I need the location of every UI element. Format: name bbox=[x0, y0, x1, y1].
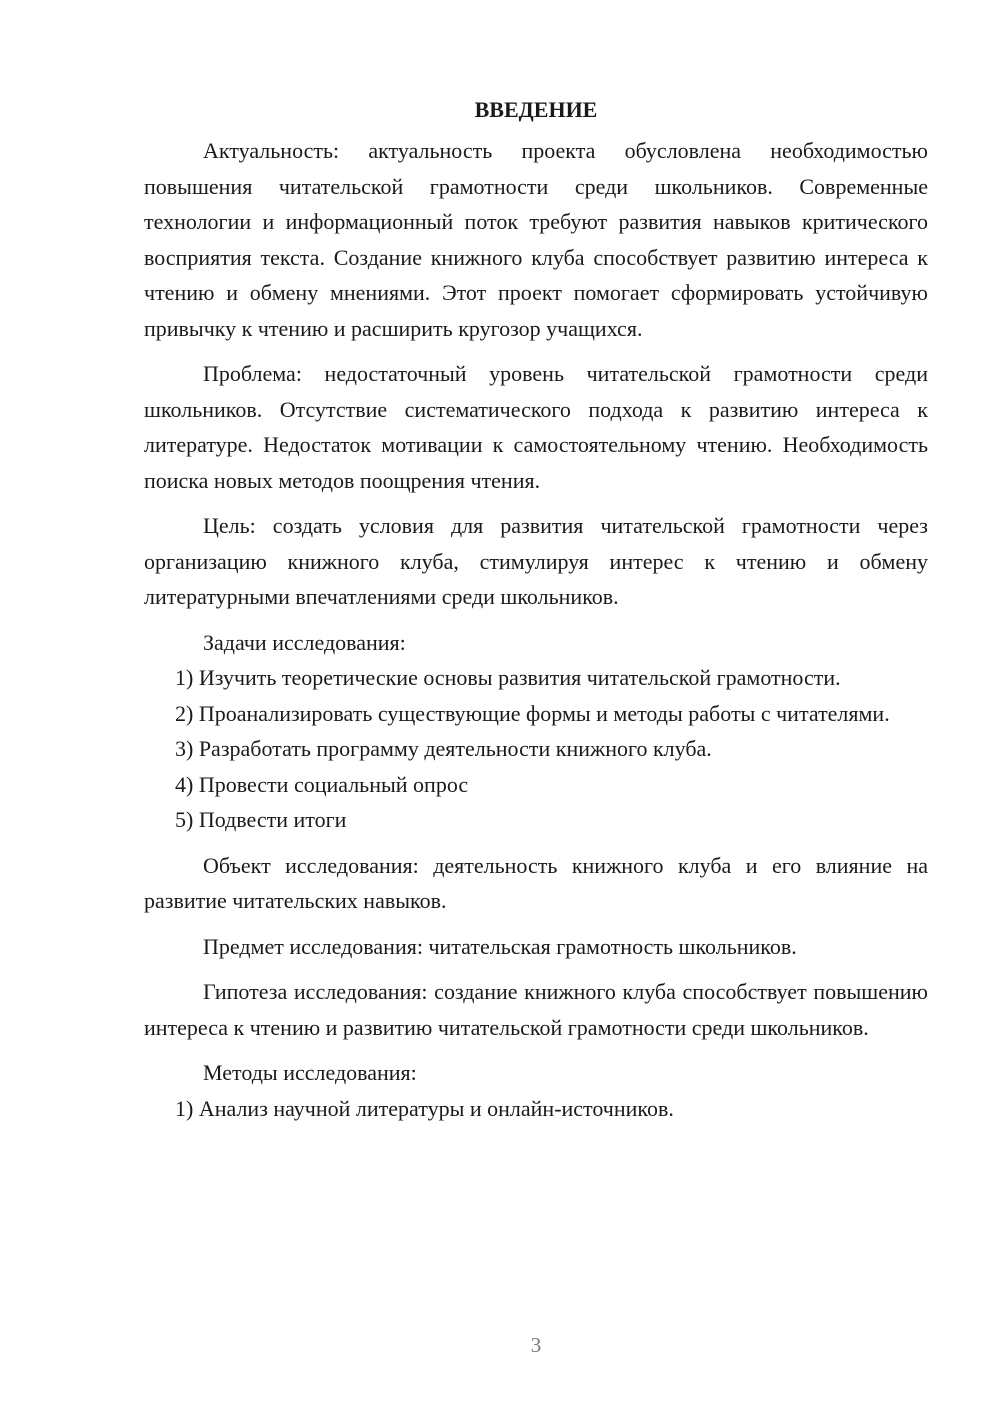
paragraph-goal: Цель: создать условия для развития читательской грамотности через организацию книжного клуба, стимулируя интерес к чтению и обмену литературными впечатлениями среди школьников. bbox=[144, 513, 928, 609]
task-item-3: 3) Разработать программу деятельности книжного клуба. bbox=[175, 736, 712, 761]
paragraph-object: Объект исследования: деятельность книжного клуба и его влияние на развитие читательских навыков. bbox=[144, 852, 928, 913]
task-item-5: 5) Подвести итоги bbox=[175, 807, 347, 832]
task-item-2: 2) Проанализировать существующие формы и методы работы с читателями. bbox=[175, 700, 890, 726]
method-item-1: 1) Анализ научной литературы и онлайн-источников. bbox=[175, 1095, 674, 1121]
paragraph-hypothesis: Гипотеза исследования: создание книжного клуба способствует повышению интереса к чтению и развитию читательской грамотности среди школьников. bbox=[144, 979, 928, 1040]
paragraph-problem: Проблема: недостаточный уровень читательской грамотности среди школьников. Отсутствие систематического подхода к развитию интереса к литературе. Недостаток мотивации к самостоятельному чтению. Необходимость поиска новых методов поощрения чтения. bbox=[144, 361, 928, 493]
page-number: 3 bbox=[530, 1333, 542, 1357]
document-body bbox=[144, 92, 928, 1126]
tasks-heading: Задачи исследования: bbox=[203, 629, 406, 655]
task-item-1: 1) Изучить теоретические основы развития читательской грамотности. bbox=[175, 665, 841, 690]
task-item-4: 4) Провести социальный опрос bbox=[175, 771, 469, 797]
page-title: ВВЕДЕНИЕ bbox=[474, 97, 598, 122]
paragraph-relevance: Актуальность: актуальность проекта обусловлена необходимостью повышения читательской грамотности среди школьников. Современные технологии и информационный поток требуют развития навыков критического восприятия текста. Создание книжного клуба способствует развитию интереса к чтению и обмену мнениями. Этот проект помогает сформировать устойчивую привычку к чтению и расширить кругозор учащихся. bbox=[144, 138, 928, 341]
paragraph-subject: Предмет исследования: читательская грамотность школьников. bbox=[203, 933, 797, 959]
methods-heading: Методы исследования: bbox=[203, 1060, 417, 1085]
